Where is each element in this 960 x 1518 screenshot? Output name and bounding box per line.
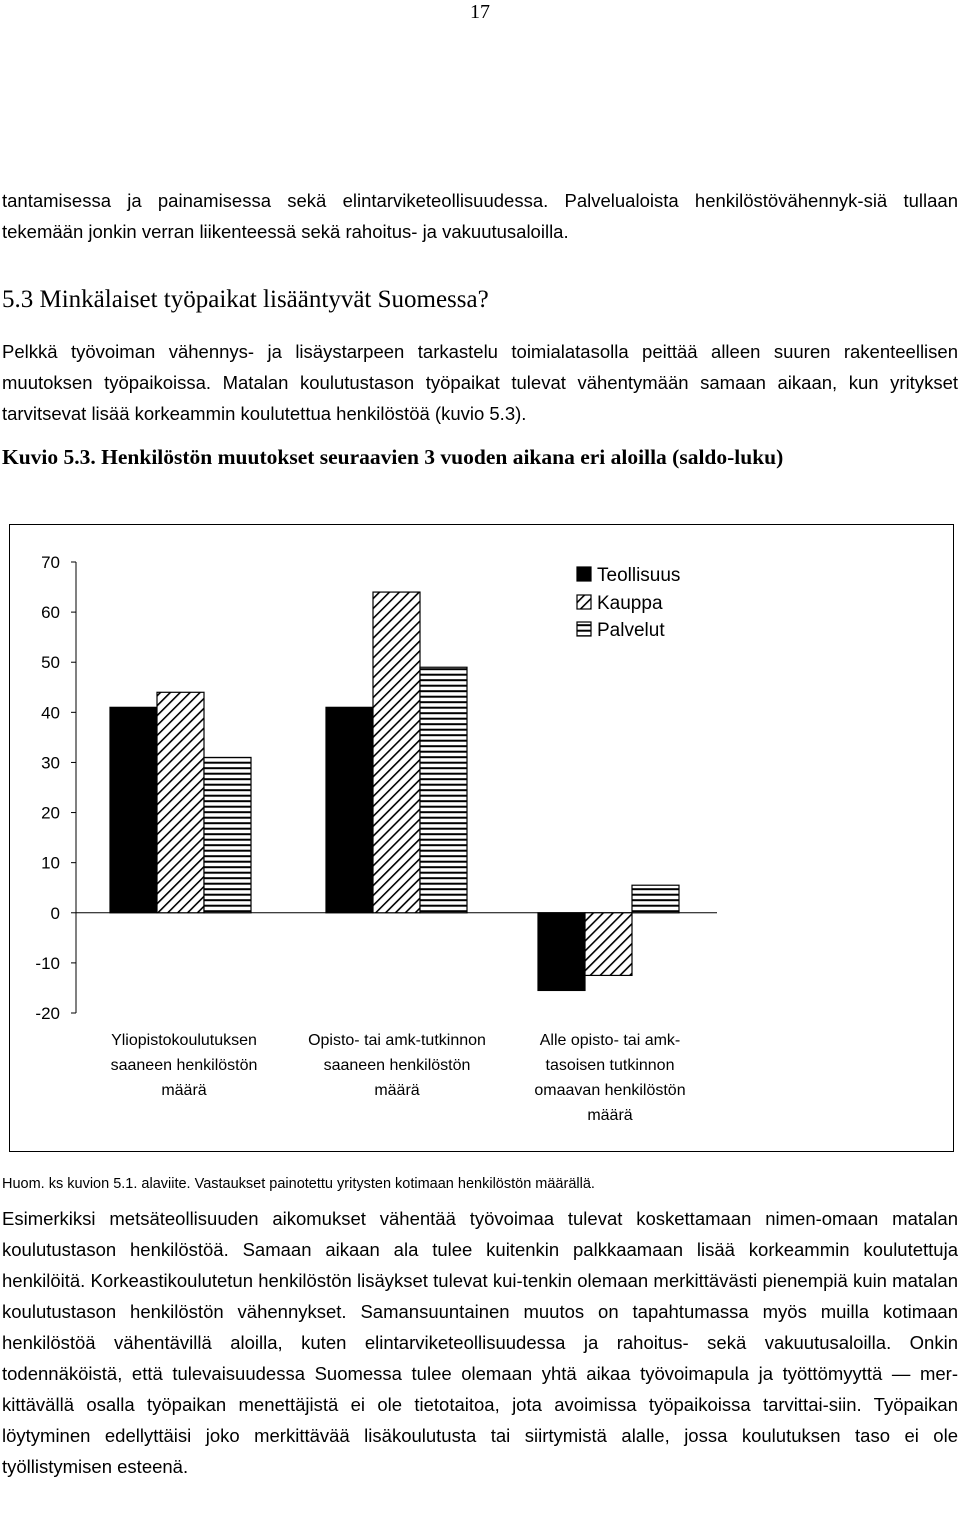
y-tick-label: 20 — [41, 803, 60, 823]
legend-label-teollisuus: Teollisuus — [597, 565, 681, 586]
page-number: 17 — [470, 1, 490, 23]
bar-palvelut-3 — [632, 885, 679, 913]
y-tick-label: 70 — [41, 553, 60, 572]
chart-frame — [9, 524, 954, 1152]
legend-swatch-teollisuus — [577, 567, 591, 581]
y-tick-label: 50 — [41, 653, 60, 673]
y-tick-label: 30 — [41, 753, 60, 773]
category-label: Opisto- tai amk-tutkinnon — [308, 1032, 486, 1049]
legend-label-kauppa: Kauppa — [597, 593, 663, 614]
y-tick-label: -10 — [35, 953, 60, 973]
legend-swatch-kauppa — [577, 595, 591, 609]
figure-caption: Kuvio 5.3. Henkilöstön muutokset seuraavien 3 vuoden aikana eri aloilla (saldo-luku) — [2, 445, 784, 469]
section-heading: 5.3 Minkälaiset työpaikat lisääntyvät Suomessa? — [2, 286, 489, 313]
figure-note: Huom. ks kuvion 5.1. alaviite. Vastaukset painotettu yritysten kotimaan henkilöstön määrällä. — [2, 1176, 595, 1192]
bar-teollisuus-2 — [326, 707, 373, 912]
category-label: Yliopistokoulutuksen — [111, 1032, 257, 1049]
y-tick-label: 60 — [41, 603, 60, 623]
y-tick-label: 0 — [50, 903, 60, 923]
category-label: omaavan henkilöstön — [534, 1082, 686, 1099]
legend-label-palvelut: Palvelut — [597, 620, 665, 641]
y-tick-label: 40 — [41, 703, 60, 723]
bar-kauppa-2 — [373, 592, 420, 913]
paragraph-intro: tantamisessa ja painamisessa sekä elintarviketeollisuudessa. Palvelualoista henkilöstövähennyk-siä tullaan tekemään jonkin verran liikenteessä sekä rahoitus- ja vakuutusaloilla. — [2, 190, 958, 242]
paragraph-structural-change: Pelkkä työvoiman vähennys- ja lisäystarpeen tarkastelu toimialatasolla peittää alleen suuren rakenteellisen muutoksen työpaikoissa. Matalan koulutustason työpaikat tulevat vähentymään samaan aikaan, kun yritykset tarvitsevat lisää korkeammin koulutettua henkilöstöä (kuvio 5.3). — [2, 341, 958, 424]
category-label: Alle opisto- tai amk- — [539, 1032, 681, 1049]
y-tick-label: 10 — [41, 853, 60, 873]
category-label: tasoisen tutkinnon — [545, 1057, 675, 1074]
paragraph-forestry-example: Esimerkiksi metsäteollisuuden aikomukset vähentää työvoimaa tulevat koskettamaan nimen-omaan matalan koulutustason henkilöstöä. Samaan aikaan ala tulee kuitenkin palkkaamaan lisää korkeammin koulutettuja henkilöitä. Korkeastikoulutetun henkilöstön lisäykset tulevat kui-tenkin olemaan merkittävästi pienempiä kuin matalan koulutustason henkilöstön vähennykset. Samansuuntainen muutos on tapahtumassa myös muilla kotimaan henkilöstöä vähentävillä aloilla, kuten elintarviketeollisuudessa ja rahoitus- sekä vakuutusaloilla. Onkin todennäköistä, että tulevaisuudessa Suomessa tulee olemaan yhtä aikaa työvoimapula ja työttömyyttä — mer-kittävällä osalla työpaikan menettäjistä ei ole tietotaitoa, jota avoimissa työpaikoissa tarvittai-siin. Työpaikan löytyminen edellyttäisi joko merkittävää lisäkoulutusta tai siirtymistä alalle, jossa koulutuksen taso ei ole työllistymisen esteenä. — [2, 1208, 958, 1477]
bar-kauppa-1 — [157, 692, 204, 912]
category-label: saaneen henkilöstön — [110, 1057, 258, 1074]
category-label: määrä — [587, 1107, 633, 1124]
y-tick-label: -20 — [35, 1004, 60, 1023]
bar-chart — [10, 525, 953, 1151]
bar-palvelut-1 — [204, 757, 251, 912]
bar-teollisuus-1 — [110, 707, 157, 912]
category-label: saaneen henkilöstön — [323, 1057, 471, 1074]
category-label: määrä — [161, 1082, 207, 1099]
bar-teollisuus-3 — [538, 913, 585, 991]
bar-palvelut-2 — [420, 667, 467, 913]
category-label: määrä — [374, 1082, 420, 1099]
bar-kauppa-3 — [585, 913, 632, 976]
legend-swatch-palvelut — [577, 622, 591, 636]
